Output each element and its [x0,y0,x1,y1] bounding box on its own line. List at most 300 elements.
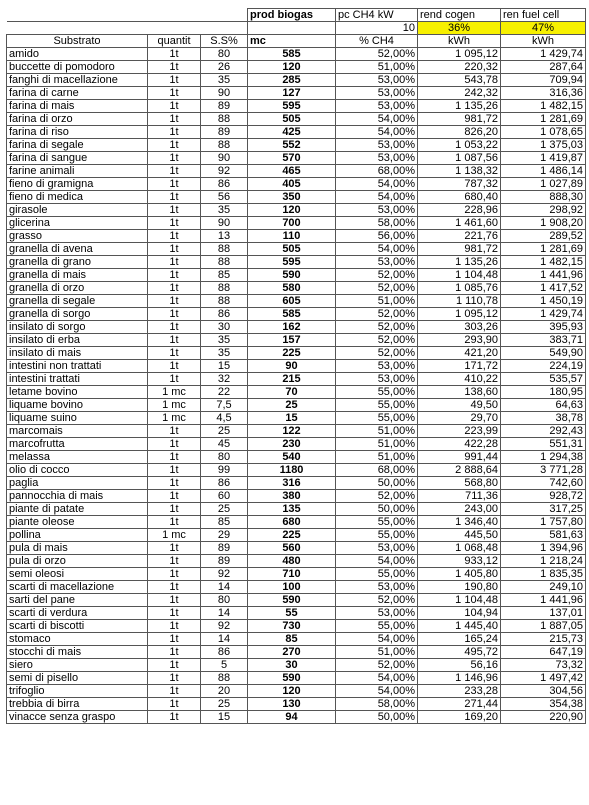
cell-ren-fuel-cell[interactable]: 1 281,69 [501,113,586,126]
cell-rend-cogen[interactable]: 171,72 [418,360,501,373]
cell-quantita[interactable]: 1 mc [148,529,201,542]
cell-mc[interactable]: 100 [248,581,336,594]
cell-ss[interactable]: 86 [201,477,248,490]
cell-mc[interactable]: 560 [248,542,336,555]
cell-rend-cogen[interactable]: 981,72 [418,243,501,256]
cell-ren-fuel-cell[interactable]: 928,72 [501,490,586,503]
cell-mc[interactable]: 85 [248,633,336,646]
cell-substrato[interactable]: grasso [7,230,148,243]
cell-ss[interactable]: 89 [201,555,248,568]
cell-quantita[interactable]: 1t [148,425,201,438]
cell-substrato[interactable]: paglia [7,477,148,490]
cell-mc[interactable]: 230 [248,438,336,451]
cell-ch4[interactable]: 51,00% [336,438,418,451]
cell-ch4[interactable]: 54,00% [336,178,418,191]
cell-rend-cogen[interactable]: 293,90 [418,334,501,347]
cell-substrato[interactable]: stocchi di mais [7,646,148,659]
cell-ren-fuel-cell[interactable]: 647,19 [501,646,586,659]
cell-rend-cogen[interactable]: 1 087,56 [418,152,501,165]
cell-rend-cogen[interactable]: 104,94 [418,607,501,620]
cell-quantita[interactable]: 1t [148,217,201,230]
cell-quantita[interactable]: 1t [148,87,201,100]
cell-ren-fuel-cell[interactable]: 742,60 [501,477,586,490]
cell-rend-cogen[interactable]: 221,76 [418,230,501,243]
header-prod-biogas[interactable]: prod biogas [248,9,336,22]
cell-quantita[interactable]: 1t [148,659,201,672]
cell-ss[interactable]: 92 [201,165,248,178]
cell-ch4[interactable]: 52,00% [336,308,418,321]
cell-rend-cogen[interactable]: 243,00 [418,503,501,516]
cell-substrato[interactable]: vinacce senza graspo [7,711,148,724]
column-header-mc[interactable]: mc [248,35,336,48]
cell-quantita[interactable]: 1t [148,503,201,516]
header-cell-empty[interactable] [201,9,248,22]
cell-mc[interactable]: 590 [248,594,336,607]
cell-substrato[interactable]: melassa [7,451,148,464]
cell-ren-fuel-cell[interactable]: 137,01 [501,607,586,620]
cell-substrato[interactable]: stomaco [7,633,148,646]
cell-quantita[interactable]: 1t [148,711,201,724]
cell-quantita[interactable]: 1t [148,321,201,334]
cell-ren-fuel-cell[interactable]: 316,36 [501,87,586,100]
cell-ch4[interactable]: 55,00% [336,529,418,542]
cell-quantita[interactable]: 1t [148,48,201,61]
cell-quantita[interactable]: 1t [148,191,201,204]
cell-ss[interactable]: 15 [201,360,248,373]
cell-quantita[interactable]: 1t [148,594,201,607]
cell-ss[interactable]: 99 [201,464,248,477]
cell-mc[interactable]: 120 [248,61,336,74]
cell-ren-fuel-cell[interactable]: 215,73 [501,633,586,646]
cell-ren-fuel-cell[interactable]: 64,63 [501,399,586,412]
cell-ch4[interactable]: 51,00% [336,646,418,659]
cell-ch4[interactable]: 56,00% [336,230,418,243]
cell-ren-fuel-cell[interactable]: 535,57 [501,373,586,386]
cell-ren-fuel-cell[interactable]: 888,30 [501,191,586,204]
cell-ren-fuel-cell[interactable]: 220,90 [501,711,586,724]
cell-quantita[interactable]: 1t [148,477,201,490]
cell-rend-cogen[interactable]: 711,36 [418,490,501,503]
cell-ren-fuel-cell[interactable]: 1 441,96 [501,269,586,282]
cell-ss[interactable]: 30 [201,321,248,334]
cell-ss[interactable]: 29 [201,529,248,542]
cell-substrato[interactable]: sarti del pane [7,594,148,607]
cell-ss[interactable]: 25 [201,698,248,711]
cell-ss[interactable]: 15 [201,711,248,724]
cell-rend-cogen[interactable]: 680,40 [418,191,501,204]
cell-mc[interactable]: 570 [248,152,336,165]
cell-ren-fuel-cell[interactable]: 1 375,03 [501,139,586,152]
cell-quantita[interactable]: 1t [148,451,201,464]
cell-ss[interactable]: 20 [201,685,248,698]
cell-substrato[interactable]: semi oleosi [7,568,148,581]
cell-rend-cogen[interactable]: 1 085,76 [418,282,501,295]
cell-quantita[interactable]: 1 mc [148,399,201,412]
cell-ch4[interactable]: 55,00% [336,399,418,412]
cell-mc[interactable]: 595 [248,100,336,113]
cell-mc[interactable]: 135 [248,503,336,516]
cell-ren-fuel-cell[interactable]: 1 486,14 [501,165,586,178]
cell-substrato[interactable]: marcomais [7,425,148,438]
cell-quantita[interactable]: 1t [148,633,201,646]
cell-ren-fuel-cell[interactable]: 1 078,65 [501,126,586,139]
cell-quantita[interactable]: 1t [148,620,201,633]
cell-ss[interactable]: 89 [201,100,248,113]
header-ren-fuel-cell-value[interactable]: 47% [501,22,586,35]
cell-rend-cogen[interactable]: 271,44 [418,698,501,711]
cell-ss[interactable]: 85 [201,516,248,529]
cell-ss[interactable]: 80 [201,451,248,464]
cell-rend-cogen[interactable]: 49,50 [418,399,501,412]
cell-ss[interactable]: 88 [201,672,248,685]
cell-ss[interactable]: 4,5 [201,412,248,425]
cell-ss[interactable]: 88 [201,282,248,295]
cell-ren-fuel-cell[interactable]: 287,64 [501,61,586,74]
cell-mc[interactable]: 350 [248,191,336,204]
header-cell-empty[interactable] [201,22,248,35]
cell-mc[interactable]: 162 [248,321,336,334]
cell-ch4[interactable]: 50,00% [336,503,418,516]
cell-quantita[interactable]: 1t [148,165,201,178]
cell-mc[interactable]: 270 [248,646,336,659]
header-rend-cogen[interactable]: rend cogen [418,9,501,22]
cell-rend-cogen[interactable]: 2 888,64 [418,464,501,477]
cell-ch4[interactable]: 55,00% [336,620,418,633]
cell-quantita[interactable]: 1 mc [148,386,201,399]
cell-rend-cogen[interactable]: 543,78 [418,74,501,87]
cell-mc[interactable]: 680 [248,516,336,529]
cell-ch4[interactable]: 54,00% [336,113,418,126]
cell-rend-cogen[interactable]: 29,70 [418,412,501,425]
cell-quantita[interactable]: 1t [148,581,201,594]
cell-ss[interactable]: 89 [201,126,248,139]
cell-ren-fuel-cell[interactable]: 224,19 [501,360,586,373]
cell-ch4[interactable]: 53,00% [336,607,418,620]
cell-substrato[interactable]: granella di avena [7,243,148,256]
cell-ch4[interactable]: 54,00% [336,685,418,698]
cell-quantita[interactable]: 1t [148,295,201,308]
cell-ss[interactable]: 80 [201,594,248,607]
cell-ss[interactable]: 89 [201,542,248,555]
cell-ss[interactable]: 86 [201,646,248,659]
cell-substrato[interactable]: farina di sangue [7,152,148,165]
cell-ch4[interactable]: 53,00% [336,139,418,152]
cell-ss[interactable]: 88 [201,256,248,269]
cell-ch4[interactable]: 52,00% [336,282,418,295]
cell-rend-cogen[interactable]: 826,20 [418,126,501,139]
cell-substrato[interactable]: amido [7,48,148,61]
cell-quantita[interactable]: 1t [148,360,201,373]
cell-ch4[interactable]: 55,00% [336,568,418,581]
cell-mc[interactable]: 710 [248,568,336,581]
cell-ss[interactable]: 56 [201,191,248,204]
cell-mc[interactable]: 30 [248,659,336,672]
cell-ren-fuel-cell[interactable]: 1 835,35 [501,568,586,581]
cell-rend-cogen[interactable]: 1 346,40 [418,516,501,529]
cell-substrato[interactable]: scarti di macellazione [7,581,148,594]
column-header-kwh-fuel-cell[interactable]: kWh [501,35,586,48]
cell-quantita[interactable]: 1t [148,568,201,581]
cell-rend-cogen[interactable]: 933,12 [418,555,501,568]
cell-ss[interactable]: 88 [201,113,248,126]
cell-rend-cogen[interactable]: 1 135,26 [418,256,501,269]
cell-ren-fuel-cell[interactable]: 1 441,96 [501,594,586,607]
cell-mc[interactable]: 700 [248,217,336,230]
cell-rend-cogen[interactable]: 410,22 [418,373,501,386]
cell-substrato[interactable]: intestini trattati [7,373,148,386]
cell-rend-cogen[interactable]: 165,24 [418,633,501,646]
cell-ch4[interactable]: 51,00% [336,451,418,464]
cell-quantita[interactable]: 1t [148,126,201,139]
cell-ren-fuel-cell[interactable]: 3 771,28 [501,464,586,477]
cell-quantita[interactable]: 1t [148,685,201,698]
cell-ch4[interactable]: 53,00% [336,581,418,594]
cell-ss[interactable]: 90 [201,217,248,230]
cell-ch4[interactable]: 53,00% [336,542,418,555]
cell-mc[interactable]: 70 [248,386,336,399]
cell-ren-fuel-cell[interactable]: 549,90 [501,347,586,360]
cell-substrato[interactable]: letame bovino [7,386,148,399]
cell-mc[interactable]: 730 [248,620,336,633]
cell-quantita[interactable]: 1t [148,308,201,321]
cell-mc[interactable]: 120 [248,685,336,698]
cell-ss[interactable]: 14 [201,633,248,646]
cell-quantita[interactable]: 1t [148,139,201,152]
cell-rend-cogen[interactable]: 1 095,12 [418,48,501,61]
cell-quantita[interactable]: 1t [148,438,201,451]
cell-substrato[interactable]: farina di riso [7,126,148,139]
cell-quantita[interactable]: 1t [148,152,201,165]
cell-ch4[interactable]: 54,00% [336,555,418,568]
cell-ss[interactable]: 92 [201,568,248,581]
cell-ren-fuel-cell[interactable]: 1 218,24 [501,555,586,568]
cell-rend-cogen[interactable]: 1 405,80 [418,568,501,581]
column-header-ch4[interactable]: % CH4 [336,35,418,48]
cell-mc[interactable]: 94 [248,711,336,724]
cell-mc[interactable]: 25 [248,399,336,412]
cell-quantita[interactable]: 1t [148,100,201,113]
cell-rend-cogen[interactable]: 568,80 [418,477,501,490]
cell-substrato[interactable]: fanghi di macellazione [7,74,148,87]
cell-mc[interactable]: 55 [248,607,336,620]
cell-rend-cogen[interactable]: 1 068,48 [418,542,501,555]
cell-ren-fuel-cell[interactable]: 1 429,74 [501,48,586,61]
cell-mc[interactable]: 122 [248,425,336,438]
cell-rend-cogen[interactable]: 220,32 [418,61,501,74]
cell-ch4[interactable]: 53,00% [336,373,418,386]
cell-quantita[interactable]: 1t [148,230,201,243]
cell-ch4[interactable]: 68,00% [336,165,418,178]
header-pc-ch4-value[interactable]: 10 [336,22,418,35]
cell-mc[interactable]: 585 [248,48,336,61]
cell-ss[interactable]: 86 [201,178,248,191]
cell-substrato[interactable]: granella di grano [7,256,148,269]
cell-quantita[interactable]: 1t [148,113,201,126]
cell-ren-fuel-cell[interactable]: 304,56 [501,685,586,698]
cell-ss[interactable]: 86 [201,308,248,321]
cell-rend-cogen[interactable]: 233,28 [418,685,501,698]
cell-mc[interactable]: 540 [248,451,336,464]
cell-mc[interactable]: 316 [248,477,336,490]
cell-ren-fuel-cell[interactable]: 581,63 [501,529,586,542]
cell-ss[interactable]: 35 [201,74,248,87]
cell-rend-cogen[interactable]: 991,44 [418,451,501,464]
header-cell-empty[interactable] [7,22,148,35]
cell-rend-cogen[interactable]: 1 461,60 [418,217,501,230]
cell-substrato[interactable]: granella di orzo [7,282,148,295]
cell-ren-fuel-cell[interactable]: 383,71 [501,334,586,347]
cell-substrato[interactable]: glicerina [7,217,148,230]
cell-substrato[interactable]: liquame suino [7,412,148,425]
cell-quantita[interactable]: 1t [148,646,201,659]
cell-mc[interactable]: 285 [248,74,336,87]
cell-ren-fuel-cell[interactable]: 1 497,42 [501,672,586,685]
cell-mc[interactable]: 595 [248,256,336,269]
cell-ss[interactable]: 5 [201,659,248,672]
cell-ren-fuel-cell[interactable]: 180,95 [501,386,586,399]
cell-substrato[interactable]: granella di sorgo [7,308,148,321]
cell-substrato[interactable]: farine animali [7,165,148,178]
cell-quantita[interactable]: 1t [148,542,201,555]
cell-ch4[interactable]: 53,00% [336,360,418,373]
cell-rend-cogen[interactable]: 56,16 [418,659,501,672]
cell-substrato[interactable]: pannocchia di mais [7,490,148,503]
cell-ren-fuel-cell[interactable]: 395,93 [501,321,586,334]
cell-ren-fuel-cell[interactable]: 292,43 [501,425,586,438]
header-cell-empty[interactable] [248,22,336,35]
header-rend-cogen-value[interactable]: 36% [418,22,501,35]
cell-ren-fuel-cell[interactable]: 1 419,87 [501,152,586,165]
cell-ch4[interactable]: 53,00% [336,74,418,87]
cell-ren-fuel-cell[interactable]: 551,31 [501,438,586,451]
cell-quantita[interactable]: 1t [148,269,201,282]
cell-ren-fuel-cell[interactable]: 298,92 [501,204,586,217]
cell-ss[interactable]: 14 [201,581,248,594]
column-header-ss[interactable]: S.S% [201,35,248,48]
cell-substrato[interactable]: granella di mais [7,269,148,282]
cell-ch4[interactable]: 52,00% [336,594,418,607]
cell-ren-fuel-cell[interactable]: 73,32 [501,659,586,672]
cell-quantita[interactable]: 1t [148,243,201,256]
cell-ss[interactable]: 90 [201,87,248,100]
cell-rend-cogen[interactable]: 495,72 [418,646,501,659]
cell-ss[interactable]: 7,5 [201,399,248,412]
cell-substrato[interactable]: insilato di sorgo [7,321,148,334]
cell-ch4[interactable]: 52,00% [336,334,418,347]
cell-ss[interactable]: 26 [201,61,248,74]
cell-substrato[interactable]: farina di orzo [7,113,148,126]
cell-ren-fuel-cell[interactable]: 1 281,69 [501,243,586,256]
cell-quantita[interactable]: 1t [148,516,201,529]
cell-ch4[interactable]: 54,00% [336,191,418,204]
cell-quantita[interactable]: 1t [148,204,201,217]
cell-substrato[interactable]: fieno di gramigna [7,178,148,191]
cell-ch4[interactable]: 53,00% [336,256,418,269]
cell-quantita[interactable]: 1t [148,74,201,87]
cell-ren-fuel-cell[interactable]: 1 482,15 [501,256,586,269]
cell-ren-fuel-cell[interactable]: 354,38 [501,698,586,711]
cell-ren-fuel-cell[interactable]: 38,78 [501,412,586,425]
cell-substrato[interactable]: scarti di verdura [7,607,148,620]
cell-quantita[interactable]: 1t [148,555,201,568]
cell-rend-cogen[interactable]: 981,72 [418,113,501,126]
cell-ss[interactable]: 45 [201,438,248,451]
cell-substrato[interactable]: marcofrutta [7,438,148,451]
cell-ch4[interactable]: 51,00% [336,425,418,438]
cell-ch4[interactable]: 52,00% [336,659,418,672]
cell-rend-cogen[interactable]: 223,99 [418,425,501,438]
cell-quantita[interactable]: 1t [148,672,201,685]
cell-mc[interactable]: 590 [248,269,336,282]
cell-mc[interactable]: 505 [248,113,336,126]
cell-rend-cogen[interactable]: 228,96 [418,204,501,217]
cell-mc[interactable]: 465 [248,165,336,178]
cell-quantita[interactable]: 1t [148,607,201,620]
cell-mc[interactable]: 225 [248,347,336,360]
cell-mc[interactable]: 605 [248,295,336,308]
cell-mc[interactable]: 15 [248,412,336,425]
cell-ss[interactable]: 25 [201,503,248,516]
cell-ss[interactable]: 80 [201,48,248,61]
cell-substrato[interactable]: pollina [7,529,148,542]
cell-mc[interactable]: 580 [248,282,336,295]
cell-ch4[interactable]: 50,00% [336,477,418,490]
cell-ss[interactable]: 35 [201,347,248,360]
header-cell-empty[interactable] [7,9,148,22]
cell-mc[interactable]: 1180 [248,464,336,477]
cell-ch4[interactable]: 58,00% [336,217,418,230]
cell-substrato[interactable]: girasole [7,204,148,217]
cell-mc[interactable]: 120 [248,204,336,217]
cell-ren-fuel-cell[interactable]: 1 887,05 [501,620,586,633]
cell-substrato[interactable]: olio di cocco [7,464,148,477]
cell-ss[interactable]: 25 [201,425,248,438]
cell-substrato[interactable]: farina di segale [7,139,148,152]
cell-ss[interactable]: 88 [201,243,248,256]
cell-mc[interactable]: 405 [248,178,336,191]
cell-ch4[interactable]: 53,00% [336,87,418,100]
cell-ss[interactable]: 90 [201,152,248,165]
cell-ren-fuel-cell[interactable]: 1 450,19 [501,295,586,308]
cell-ren-fuel-cell[interactable]: 1 027,89 [501,178,586,191]
cell-ren-fuel-cell[interactable]: 1 294,38 [501,451,586,464]
cell-ss[interactable]: 22 [201,386,248,399]
cell-ch4[interactable]: 58,00% [336,698,418,711]
cell-ss[interactable]: 32 [201,373,248,386]
cell-ss[interactable]: 35 [201,334,248,347]
cell-substrato[interactable]: trifoglio [7,685,148,698]
cell-mc[interactable]: 90 [248,360,336,373]
cell-quantita[interactable]: 1t [148,282,201,295]
cell-rend-cogen[interactable]: 1 104,48 [418,269,501,282]
cell-quantita[interactable]: 1t [148,373,201,386]
cell-rend-cogen[interactable]: 1 135,26 [418,100,501,113]
cell-mc[interactable]: 425 [248,126,336,139]
cell-ch4[interactable]: 51,00% [336,61,418,74]
cell-mc[interactable]: 380 [248,490,336,503]
cell-substrato[interactable]: liquame bovino [7,399,148,412]
cell-ch4[interactable]: 68,00% [336,464,418,477]
cell-ch4[interactable]: 52,00% [336,269,418,282]
cell-rend-cogen[interactable]: 1 053,22 [418,139,501,152]
cell-ch4[interactable]: 53,00% [336,100,418,113]
cell-ss[interactable]: 85 [201,269,248,282]
cell-substrato[interactable]: farina di mais [7,100,148,113]
cell-substrato[interactable]: piante di patate [7,503,148,516]
cell-quantita[interactable]: 1t [148,347,201,360]
cell-rend-cogen[interactable]: 1 146,96 [418,672,501,685]
cell-ren-fuel-cell[interactable]: 249,10 [501,581,586,594]
